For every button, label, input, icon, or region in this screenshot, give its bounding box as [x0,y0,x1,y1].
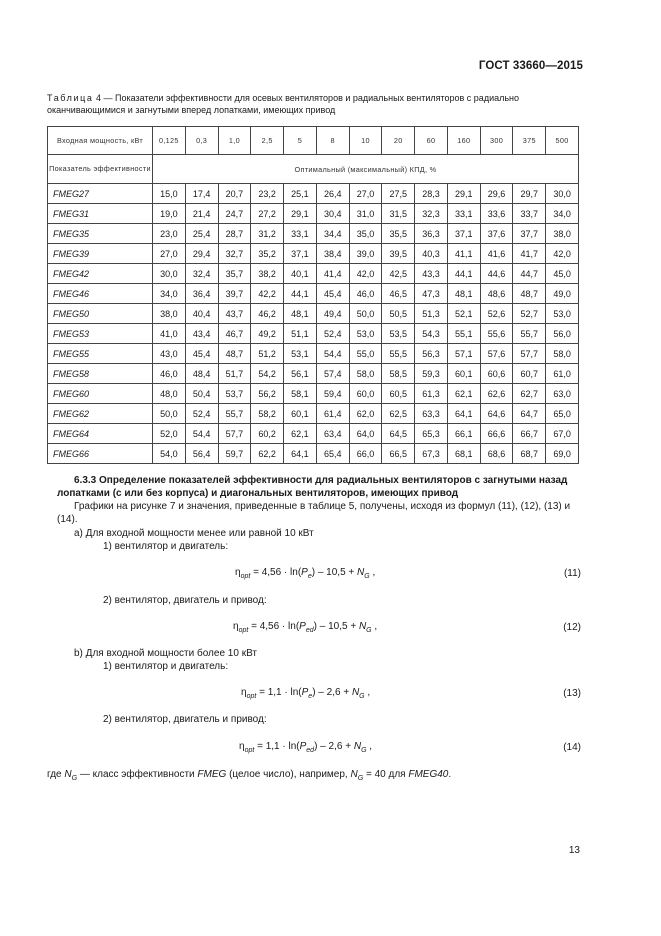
eta-symbol: η [241,687,247,698]
efficiency-table [47,126,579,464]
efficiency-cell: 50,4 [185,384,218,404]
efficiency-cell: 68,6 [480,444,513,464]
efficiency-cell: 40,3 [415,244,448,264]
formula-12-right: ) – 10,5 + [313,621,359,632]
eta-subscript: opt [246,693,257,700]
formula-14 [239,741,372,754]
formula-13-right: ) – 2,6 + [312,687,352,698]
section-intro: Графики на рисунке 7 и значения, приведенные в таблице 5, получены, исходя из формул (11), (12), (13) и (14). [57,501,571,525]
efficiency-cell: 53,5 [382,324,415,344]
formula-12 [233,621,377,634]
table-caption-text: 4 — Показатели эффективности для осевых вентиляторов и радиальных вентиляторов с радиально оканчивающимися и загнутыми вперед лопатками, имеющих привод [47,93,520,115]
footnote-end: . [448,769,452,780]
row-indicator-name: FMEG66 [48,444,153,464]
efficiency-cell: 44,6 [480,264,513,284]
efficiency-cell: 33,1 [447,204,480,224]
row-indicator-name: FMEG35 [48,224,153,244]
efficiency-cell: 62,5 [382,404,415,424]
footnote-prefix: где [47,769,65,780]
efficiency-cell: 54,2 [251,364,284,384]
page-number: 13 [568,845,580,856]
formula-12-n-sub: G [366,627,372,634]
efficiency-cell: 35,5 [382,224,415,244]
efficiency-cell: 61,3 [415,384,448,404]
efficiency-cell: 63,0 [546,384,579,404]
efficiency-cell: 27,0 [153,244,186,264]
efficiency-cell: 42,0 [349,264,382,284]
efficiency-cell: 42,0 [546,244,579,264]
row-indicator-name: FMEG31 [48,204,153,224]
efficiency-cell: 66,6 [480,424,513,444]
efficiency-cell: 33,6 [480,204,513,224]
eta-symbol: η [233,621,239,632]
footnote-example: FMEG40 [408,769,449,780]
efficiency-cell: 57,1 [447,344,480,364]
power-header-cell: 10 [349,127,382,155]
efficiency-cell: 55,1 [447,324,480,344]
efficiency-cell: 46,7 [218,324,251,344]
row-indicator-name: FMEG64 [48,424,153,444]
efficiency-cell: 60,6 [480,364,513,384]
formula-12-var: P [299,621,306,632]
efficiency-cell: 69,0 [546,444,579,464]
formula-14-n-sub: G [361,747,367,754]
efficiency-cell: 63,3 [415,404,448,424]
row-indicator-name: FMEG42 [48,264,153,284]
efficiency-cell: 33,7 [513,204,546,224]
efficiency-cell: 66,7 [513,424,546,444]
efficiency-cell: 51,3 [415,304,448,324]
efficiency-cell: 67,0 [546,424,579,444]
row-indicator-name: FMEG55 [48,344,153,364]
formula-13-n-sub: G [359,693,365,700]
formula-11-n-sub: G [364,573,370,580]
formula-11-var-sub: e [307,573,312,580]
efficiency-cell: 65,3 [415,424,448,444]
formula-13-var: P [301,687,309,698]
formula-12-mid: = 4,56 · ln( [248,621,300,632]
efficiency-cell: 45,0 [546,264,579,284]
efficiency-cell: 62,7 [513,384,546,404]
row-indicator-name: FMEG60 [48,384,153,404]
efficiency-cell: 48,7 [513,284,546,304]
efficiency-cell: 49,2 [251,324,284,344]
efficiency-cell: 52,6 [480,304,513,324]
efficiency-cell: 27,2 [251,204,284,224]
efficiency-cell: 60,7 [513,364,546,384]
efficiency-cell: 56,3 [415,344,448,364]
efficiency-cell: 41,1 [447,244,480,264]
power-header-cell: 375 [513,127,546,155]
footnote-text2: (целое число), например, [226,769,351,780]
efficiency-cell: 29,7 [513,184,546,204]
power-header-cell: 8 [316,127,349,155]
efficiency-cell: 19,0 [153,204,186,224]
case-a2-text: 2) вентилятор, двигатель и привод: [103,595,267,606]
table-row [48,324,579,344]
efficiency-cell: 51,1 [284,324,317,344]
row-indicator-name: FMEG53 [48,324,153,344]
efficiency-cell: 63,4 [316,424,349,444]
formula-14-var-sub: ed [306,747,315,754]
case-b-text: b) Для входной мощности более 10 кВт [74,648,257,659]
row-indicator-name: FMEG62 [48,404,153,424]
eta-subscript: opt [240,573,251,580]
efficiency-cell: 29,1 [447,184,480,204]
efficiency-cell: 60,0 [349,384,382,404]
efficiency-cell: 46,5 [382,284,415,304]
efficiency-cell: 60,5 [382,384,415,404]
footnote-text3: = 40 для [363,769,409,780]
power-header-cell: 60 [415,127,448,155]
efficiency-cell: 65,4 [316,444,349,464]
efficiency-cell: 29,4 [185,244,218,264]
power-header-cell: 300 [480,127,513,155]
formula-11-var: P [301,567,308,578]
power-header-cell: 1,0 [218,127,251,155]
table-row [48,184,579,204]
efficiency-cell: 48,1 [284,304,317,324]
formula-14-var: P [299,741,307,752]
footnote-n: N [64,769,72,780]
efficiency-cell: 48,0 [153,384,186,404]
eta-subscript: opt [244,747,255,754]
efficiency-cell: 45,4 [316,284,349,304]
table-row [48,264,579,284]
footnote-n-sub: G [71,775,78,782]
efficiency-cell: 32,3 [415,204,448,224]
row-indicator-name: FMEG39 [48,244,153,264]
efficiency-cell: 57,7 [513,344,546,364]
efficiency-cell: 28,7 [218,224,251,244]
row-indicator-name: FMEG58 [48,364,153,384]
efficiency-cell: 43,4 [185,324,218,344]
table-row [48,284,579,304]
formula-11-mid: = 4,56 · ln( [250,567,302,578]
formula-13 [241,687,370,700]
efficiency-cell: 48,1 [447,284,480,304]
efficiency-cell: 61,4 [316,404,349,424]
efficiency-cell: 25,1 [284,184,317,204]
efficiency-cell: 35,2 [251,244,284,264]
formula-13-var-sub: e [308,693,313,700]
power-header-cell: 20 [382,127,415,155]
table-row [48,424,579,444]
efficiency-cell: 38,0 [153,304,186,324]
efficiency-cell: 26,4 [316,184,349,204]
efficiency-cell: 27,0 [349,184,382,204]
efficiency-cell: 58,2 [251,404,284,424]
efficiency-cell: 62,1 [284,424,317,444]
efficiency-cell: 50,5 [382,304,415,324]
efficiency-cell: 41,6 [480,244,513,264]
row-indicator-name: FMEG50 [48,304,153,324]
efficiency-cell: 48,7 [218,344,251,364]
efficiency-cell: 51,2 [251,344,284,364]
efficiency-cell: 43,7 [218,304,251,324]
efficiency-cell: 58,5 [382,364,415,384]
formula-12-end: , [371,621,378,632]
table-row [48,404,579,424]
formula-14-right: ) – 2,6 + [314,741,354,752]
efficiency-cell: 66,5 [382,444,415,464]
efficiency-cell: 23,2 [251,184,284,204]
efficiency-cell: 27,5 [382,184,415,204]
table-caption-label: Таблица [47,93,94,103]
efficiency-cell: 54,4 [185,424,218,444]
efficiency-cell: 29,1 [284,204,317,224]
efficiency-cell: 35,0 [349,224,382,244]
case-a-text: a) Для входной мощности менее или равной 10 кВт [74,528,314,539]
formula-11-n: N [357,567,365,578]
table-row [48,244,579,264]
efficiency-cell: 30,0 [546,184,579,204]
formula-13-mid: = 1,1 · ln( [256,687,302,698]
efficiency-cell: 67,3 [415,444,448,464]
efficiency-cell: 34,0 [546,204,579,224]
formula-14-n: N [353,741,362,752]
efficiency-cell: 39,5 [382,244,415,264]
efficiency-cell: 59,3 [415,364,448,384]
table-row [48,444,579,464]
efficiency-cell: 57,7 [218,424,251,444]
efficiency-cell: 60,2 [251,424,284,444]
efficiency-cell: 54,4 [316,344,349,364]
table-caption [47,93,587,116]
footnote-text1: — класс эффективности [77,769,198,780]
efficiency-cell: 41,7 [513,244,546,264]
efficiency-cell: 62,0 [349,404,382,424]
footnote-n-sub-2: G [357,775,364,782]
efficiency-cell: 52,4 [185,404,218,424]
table-row [48,344,579,364]
table-row [48,224,579,244]
efficiency-cell: 48,6 [480,284,513,304]
efficiency-cell: 62,1 [447,384,480,404]
efficiency-cell: 43,3 [415,264,448,284]
formula-12-n: N [358,621,367,632]
header-power-label: Входная мощность, кВт [48,127,153,155]
efficiency-cell: 31,0 [349,204,382,224]
efficiency-cell: 48,4 [185,364,218,384]
efficiency-cell: 62,6 [480,384,513,404]
formula-14-mid: = 1,1 · ln( [254,741,300,752]
efficiency-cell: 28,3 [415,184,448,204]
efficiency-cell: 58,1 [284,384,317,404]
efficiency-cell: 49,0 [546,284,579,304]
eta-symbol: η [235,567,241,578]
efficiency-cell: 54,3 [415,324,448,344]
efficiency-cell: 56,1 [284,364,317,384]
efficiency-cell: 57,4 [316,364,349,384]
table-row [48,364,579,384]
efficiency-cell: 55,6 [480,324,513,344]
formula-11-right: ) – 10,5 + [311,567,358,578]
table-row [48,384,579,404]
efficiency-cell: 50,0 [349,304,382,324]
table-row [48,204,579,224]
efficiency-cell: 62,2 [251,444,284,464]
efficiency-cell: 36,4 [185,284,218,304]
section-heading [57,474,587,500]
efficiency-cell: 51,7 [218,364,251,384]
efficiency-cell: 46,0 [153,364,186,384]
efficiency-cell: 64,7 [513,404,546,424]
efficiency-cell: 42,2 [251,284,284,304]
efficiency-cell: 25,4 [185,224,218,244]
efficiency-cell: 41,4 [316,264,349,284]
efficiency-cell: 43,0 [153,344,186,364]
formula-13-end: , [364,687,371,698]
efficiency-cell: 42,5 [382,264,415,284]
efficiency-cell: 60,1 [447,364,480,384]
efficiency-cell: 66,0 [349,444,382,464]
efficiency-cell: 55,5 [382,344,415,364]
efficiency-cell: 53,1 [284,344,317,364]
efficiency-cell: 58,0 [349,364,382,384]
efficiency-cell: 32,7 [218,244,251,264]
efficiency-cell: 32,4 [185,264,218,284]
efficiency-cell: 64,6 [480,404,513,424]
standard-id: ГОСТ 33660—2015 [478,60,583,72]
eta-subscript: opt [238,627,249,634]
power-header-cell: 0,125 [153,127,186,155]
efficiency-cell: 66,1 [447,424,480,444]
efficiency-cell: 31,2 [251,224,284,244]
efficiency-cell: 39,7 [218,284,251,304]
efficiency-cell: 49,4 [316,304,349,324]
efficiency-cell: 61,0 [546,364,579,384]
efficiency-cell: 23,0 [153,224,186,244]
efficiency-cell: 60,1 [284,404,317,424]
efficiency-cell: 40,4 [185,304,218,324]
efficiency-cell: 37,1 [284,244,317,264]
efficiency-cell: 53,0 [546,304,579,324]
efficiency-cell: 37,1 [447,224,480,244]
efficiency-cell: 55,0 [349,344,382,364]
header-efficiency-label: Оптимальный (максимальный) КПД, % [153,155,579,184]
row-indicator-name: FMEG27 [48,184,153,204]
efficiency-cell: 54,0 [153,444,186,464]
footnote-fmeg: FMEG [197,769,227,780]
efficiency-cell: 56,0 [546,324,579,344]
header-indicator-label: Показатель эффективности [48,155,153,184]
efficiency-cell: 37,6 [480,224,513,244]
equation-number-13: (13) [563,688,581,699]
section-heading-text: 6.3.3 Определение показателей эффективности для радиальных вентиляторов с загнутыми назад лопатками (с или без корпуса) и диагональных вентиляторов, имеющих привод [57,475,568,499]
efficiency-cell: 36,3 [415,224,448,244]
efficiency-cell: 59,7 [218,444,251,464]
efficiency-cell: 33,1 [284,224,317,244]
efficiency-cell: 52,7 [513,304,546,324]
efficiency-cell: 53,0 [349,324,382,344]
efficiency-cell: 55,7 [513,324,546,344]
efficiency-cell: 15,0 [153,184,186,204]
row-indicator-name: FMEG46 [48,284,153,304]
efficiency-cell: 35,7 [218,264,251,284]
efficiency-cell: 52,4 [316,324,349,344]
efficiency-cell: 41,0 [153,324,186,344]
efficiency-cell: 47,3 [415,284,448,304]
efficiency-cell: 52,1 [447,304,480,324]
efficiency-cell: 24,7 [218,204,251,224]
formula-11-end: , [369,567,376,578]
table-header-power-row [48,127,579,155]
efficiency-cell: 38,2 [251,264,284,284]
efficiency-cell: 68,1 [447,444,480,464]
formula-14-end: , [366,741,373,752]
efficiency-cell: 37,7 [513,224,546,244]
case-b2-text: 2) вентилятор, двигатель и привод: [103,714,267,725]
efficiency-cell: 39,0 [349,244,382,264]
efficiency-cell: 46,0 [349,284,382,304]
efficiency-cell: 64,1 [447,404,480,424]
footnote-n-2: N [350,769,358,780]
efficiency-cell: 34,0 [153,284,186,304]
efficiency-cell: 29,6 [480,184,513,204]
formula-11 [235,567,375,580]
efficiency-cell: 40,1 [284,264,317,284]
footnote [47,768,587,785]
power-header-cell: 500 [546,127,579,155]
eta-symbol: η [239,741,245,752]
table-header-indicator-row [48,155,579,184]
efficiency-cell: 64,0 [349,424,382,444]
efficiency-cell: 31,5 [382,204,415,224]
efficiency-cell: 56,4 [185,444,218,464]
efficiency-cell: 38,0 [546,224,579,244]
case-b1-text: 1) вентилятор и двигатель: [103,661,229,672]
efficiency-cell: 64,1 [284,444,317,464]
efficiency-cell: 53,7 [218,384,251,404]
efficiency-cell: 57,6 [480,344,513,364]
efficiency-cell: 44,1 [447,264,480,284]
efficiency-cell: 55,7 [218,404,251,424]
power-header-cell: 2,5 [251,127,284,155]
case-a1-text: 1) вентилятор и двигатель: [103,541,229,552]
efficiency-cell: 52,0 [153,424,186,444]
power-header-cell: 0,3 [185,127,218,155]
efficiency-cell: 45,4 [185,344,218,364]
power-header-cell: 5 [284,127,317,155]
efficiency-cell: 20,7 [218,184,251,204]
efficiency-cell: 44,7 [513,264,546,284]
efficiency-cell: 50,0 [153,404,186,424]
efficiency-cell: 34,4 [316,224,349,244]
power-header-cell: 160 [447,127,480,155]
formula-13-n: N [351,687,360,698]
efficiency-cell: 17,4 [185,184,218,204]
efficiency-cell: 30,4 [316,204,349,224]
efficiency-cell: 64,5 [382,424,415,444]
efficiency-cell: 38,4 [316,244,349,264]
table-row [48,304,579,324]
efficiency-cell: 65,0 [546,404,579,424]
equation-number-11: (11) [563,568,581,579]
efficiency-cell: 44,1 [284,284,317,304]
efficiency-cell: 46,2 [251,304,284,324]
formula-12-var-sub: ed [305,627,314,634]
equation-number-14: (14) [563,742,581,753]
efficiency-cell: 59,4 [316,384,349,404]
equation-number-12: (12) [563,622,581,633]
efficiency-cell: 58,0 [546,344,579,364]
efficiency-cell: 21,4 [185,204,218,224]
efficiency-cell: 68,7 [513,444,546,464]
efficiency-cell: 56,2 [251,384,284,404]
efficiency-cell: 30,0 [153,264,186,284]
